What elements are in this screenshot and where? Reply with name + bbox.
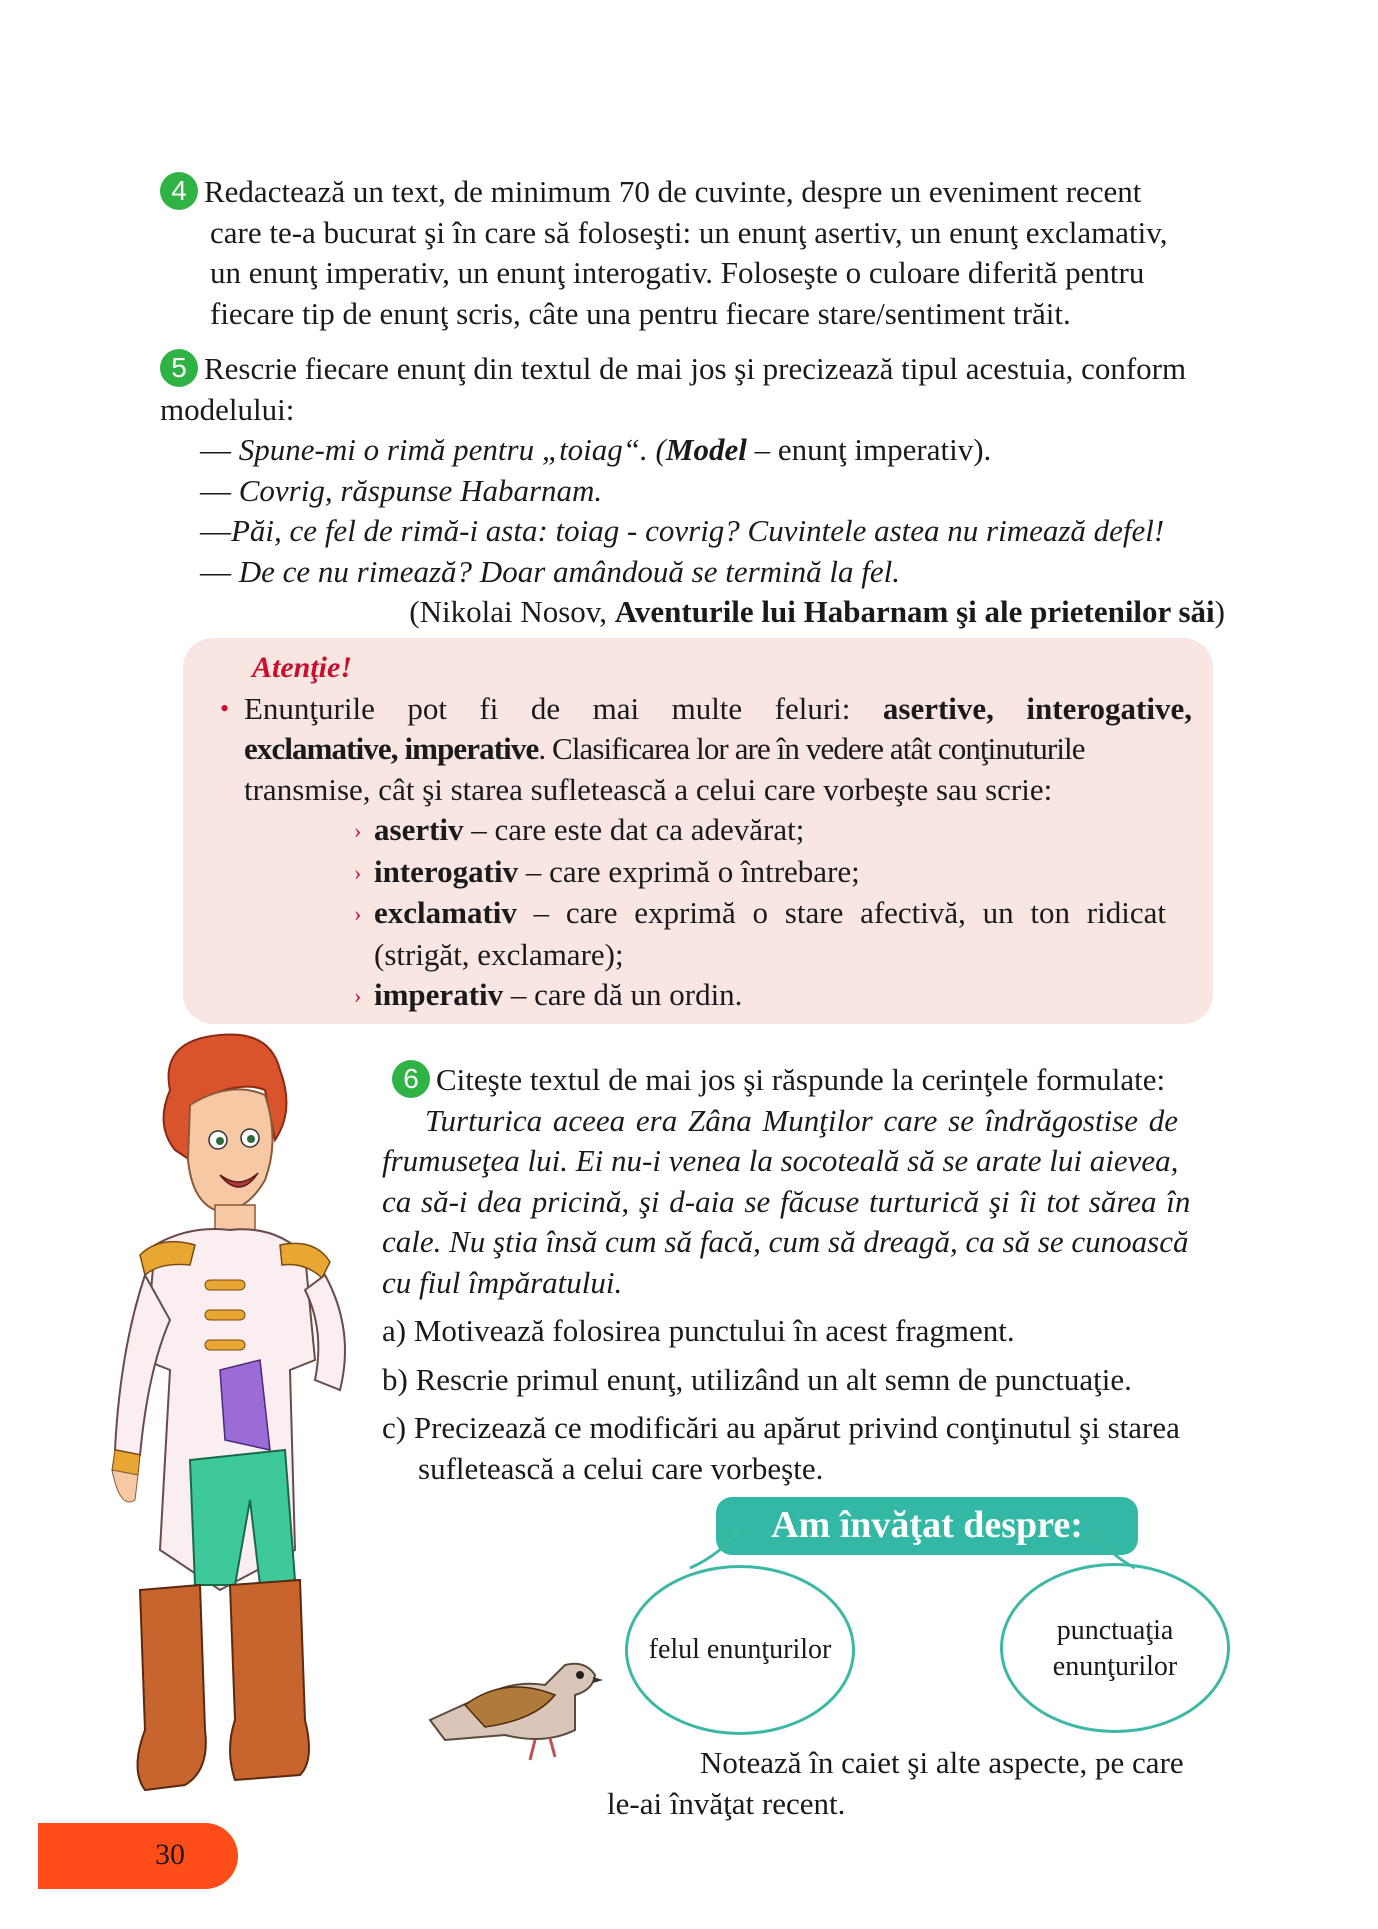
exercise-text-line: care te-a bucurat şi în care să foloseşti: un enunţ asertiv, un enunţ exclamativ, (210, 214, 1168, 250)
note-line: le-ai învăţat recent. (607, 1785, 846, 1821)
dash: — (200, 513, 231, 548)
source-close: ) (1214, 594, 1225, 629)
page-number-bar (38, 1823, 238, 1889)
exercise-text-line: Rescrie fiecare enunţ din textul de mai jos şi precizează tipul acestuia, conform (204, 351, 1187, 386)
list-definition: – care este dat ca adevărat; (463, 812, 805, 847)
page-number: 30 (155, 1838, 185, 1871)
list-definition: – care exprimă o întrebare; (518, 853, 860, 889)
model-note: – enunţ imperativ). (746, 432, 992, 467)
exercise-prompt: Citeşte textul de mai jos şi răspunde la cerinţele formulate: (436, 1062, 1166, 1097)
list-term: interogativ (374, 853, 519, 889)
exercise-text-line: Redactează un text, de minimum 70 de cuvinte, despre un eveniment recent (204, 174, 1142, 209)
task-c-continued: sufletească a celui care vorbeşte. (418, 1450, 824, 1486)
intro-text: transmise, cât şi starea sufletească a celui care vorbeşte sau scrie: (244, 771, 1053, 807)
dialogue-text: Spune-mi o rimă pentru „toiag“. ( (238, 432, 666, 467)
dialogue-text: Păi, ce fel de rimă-i asta: toiag - covrig? Cuvintele astea nu rimează defel! (231, 513, 1165, 548)
passage-line: cu fiul împăratului. (382, 1264, 623, 1300)
intro-types: exclamative, imperative (244, 731, 539, 766)
chevron-right-icon: › (354, 901, 362, 926)
source-author: (Nikolai Nosov, (409, 594, 615, 629)
passage-line: ca să-i dea pricină, şi d-aia se făcuse turturică şi îi tot sărea în (382, 1183, 1191, 1219)
attention-title: Atenţie! (252, 651, 353, 684)
task-c: c) Precizează ce modificări au apărut privind conţinutul şi starea (382, 1410, 1180, 1445)
list-term: asertiv (374, 812, 464, 847)
exercise-number-badge: 5 (160, 349, 198, 387)
task-a: a) Motivează folosirea punctului în acest fragment. (382, 1313, 1015, 1348)
list-definition: – care dă un ordin. (503, 977, 743, 1012)
list-definition-continued: (strigăt, exclamare); (374, 936, 624, 972)
model-label: Model (665, 432, 747, 467)
exercise-text-line: modelului: (160, 391, 295, 427)
bullet-icon: • (220, 693, 230, 723)
passage-line: cale. Nu ştia însă cum să facă, cum să dreagă, ca să se cunoască (382, 1224, 1189, 1259)
intro-types: asertive, interogative, (882, 690, 1193, 726)
chevron-right-icon: › (354, 983, 362, 1008)
passage-line: frumuseţea lui. Ei nu-i venea la socoteală să se arate lui aievea, (382, 1143, 1179, 1178)
task-b: b) Rescrie primul enunţ, utilizând un alt semn de punctuaţie. (382, 1361, 1132, 1397)
exercise-number-badge: 4 (160, 172, 198, 210)
topic-label-line: enunţurilor (1052, 1651, 1178, 1682)
dialogue-text: De ce nu rimează? Doar amândouă se termină la fel. (238, 553, 900, 589)
chevron-right-icon: › (354, 818, 362, 843)
source-title: Aventurile lui Habarnam şi ale prietenilor săi (614, 594, 1215, 629)
passage-line: Turturica aceea era Zâna Munţilor care se îndrăgostise de (425, 1102, 1179, 1138)
note-line: Notează în caiet şi alte aspecte, pe care (700, 1745, 1184, 1780)
list-term: exclamativ (374, 895, 517, 930)
topic-label: felul enunţurilor (648, 1634, 832, 1665)
intro-text: Enunţurile pot fi de mai multe feluri: (244, 690, 883, 726)
dash: — (200, 472, 231, 508)
dove-illustration (425, 1635, 605, 1765)
list-definition: – care exprimă o stare afectivă, un ton ridicat (516, 895, 1166, 930)
list-term: imperativ (374, 977, 504, 1012)
learned-title: Am învăţat despre: (716, 1497, 1138, 1555)
dash: — (200, 432, 231, 467)
dialogue-text: Covrig, răspunse Habarnam. (238, 472, 603, 508)
topic-label (1000, 1613, 1230, 1685)
intro-text: . Clasificarea lor are în vedere atât conţinuturile (538, 731, 1085, 766)
chevron-right-icon: › (354, 859, 362, 885)
dash: — (200, 553, 231, 589)
exercise-number-badge: 6 (392, 1060, 430, 1098)
exercise-text-line: un enunţ imperativ, un enunţ interogativ. Foloseşte o culoare diferită pentru (210, 255, 1145, 290)
note (607, 1743, 1237, 1824)
topic-label-line: punctuaţia (1056, 1615, 1174, 1646)
exercise-text-line: fiecare tip de enunţ scris, câte una pentru fiecare stare/sentiment trăit. (210, 295, 1071, 331)
